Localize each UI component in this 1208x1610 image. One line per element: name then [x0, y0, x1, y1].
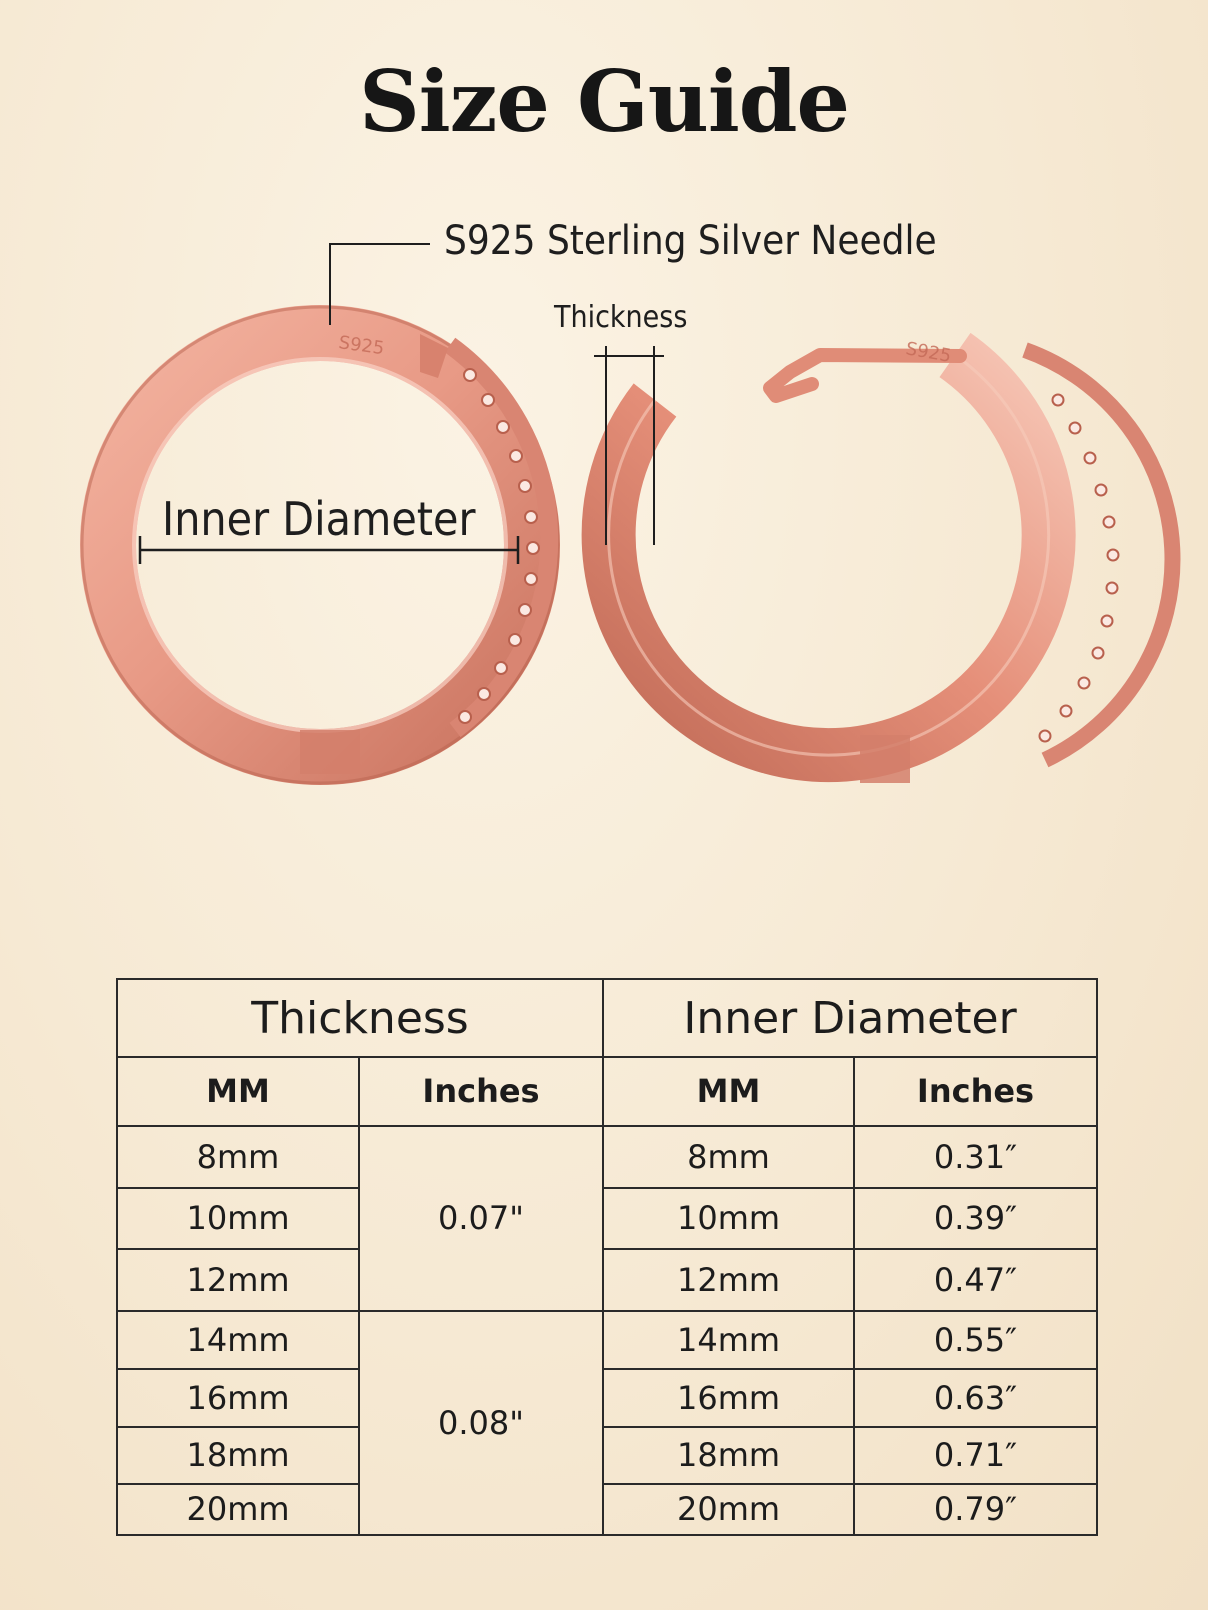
stamp-text-left: S925 [337, 332, 386, 360]
thickness-inches-header: Inches [359, 1057, 603, 1125]
table-row [117, 1484, 1097, 1535]
thickness-mm-cell: 14mm [117, 1311, 359, 1369]
page-title: Size Guide [359, 52, 849, 151]
thickness-mm-cell: 12mm [117, 1249, 359, 1311]
diameter-mm-cell: 8mm [603, 1126, 854, 1188]
table-row [117, 1369, 1097, 1426]
diameter-mm-cell: 10mm [603, 1188, 854, 1249]
diameter-inches-cell: 0.71″ [854, 1427, 1097, 1484]
thickness-inches-cell: 0.07" [359, 1126, 603, 1312]
diameter-mm-cell: 14mm [603, 1311, 854, 1369]
diameter-inches-cell: 0.79″ [854, 1484, 1097, 1535]
thickness-mm-cell: 20mm [117, 1484, 359, 1535]
table-row [117, 1311, 1097, 1369]
table-row [117, 1249, 1097, 1311]
thickness-mm-cell: 18mm [117, 1427, 359, 1484]
diameter-inches-cell: 0.47″ [854, 1249, 1097, 1311]
stamp-text-right: S925 [904, 338, 953, 367]
thickness-mm-header: MM [117, 1057, 359, 1125]
diameter-inches-cell: 0.31″ [854, 1126, 1097, 1188]
thickness-mm-cell: 8mm [117, 1126, 359, 1188]
table-row [117, 1427, 1097, 1484]
thickness-inches-cell: 0.08" [359, 1311, 603, 1535]
thickness-mm-cell: 16mm [117, 1369, 359, 1426]
table-row [117, 1188, 1097, 1249]
diameter-inches-cell: 0.39″ [854, 1188, 1097, 1249]
diameter-inches-cell: 0.55″ [854, 1311, 1097, 1369]
table-row [117, 1126, 1097, 1188]
diameter-mm-cell: 20mm [603, 1484, 854, 1535]
thickness-mm-cell: 10mm [117, 1188, 359, 1249]
inner-diameter-callout: Inner Diameter [162, 492, 476, 546]
diameter-inches-header: Inches [854, 1057, 1097, 1125]
diameter-mm-cell: 18mm [603, 1427, 854, 1484]
diameter-group-header: Inner Diameter [603, 979, 1097, 1057]
open-hoop-earring [609, 338, 1173, 783]
diameter-mm-cell: 12mm [603, 1249, 854, 1311]
thickness-callout: Thickness [554, 300, 688, 335]
diameter-mm-cell: 16mm [603, 1369, 854, 1426]
needle-callout: S925 Sterling Silver Needle [444, 218, 937, 264]
diameter-inches-cell: 0.63″ [854, 1369, 1097, 1426]
size-table [116, 978, 1098, 1536]
thickness-group-header: Thickness [117, 979, 603, 1057]
diameter-mm-header: MM [603, 1057, 854, 1125]
